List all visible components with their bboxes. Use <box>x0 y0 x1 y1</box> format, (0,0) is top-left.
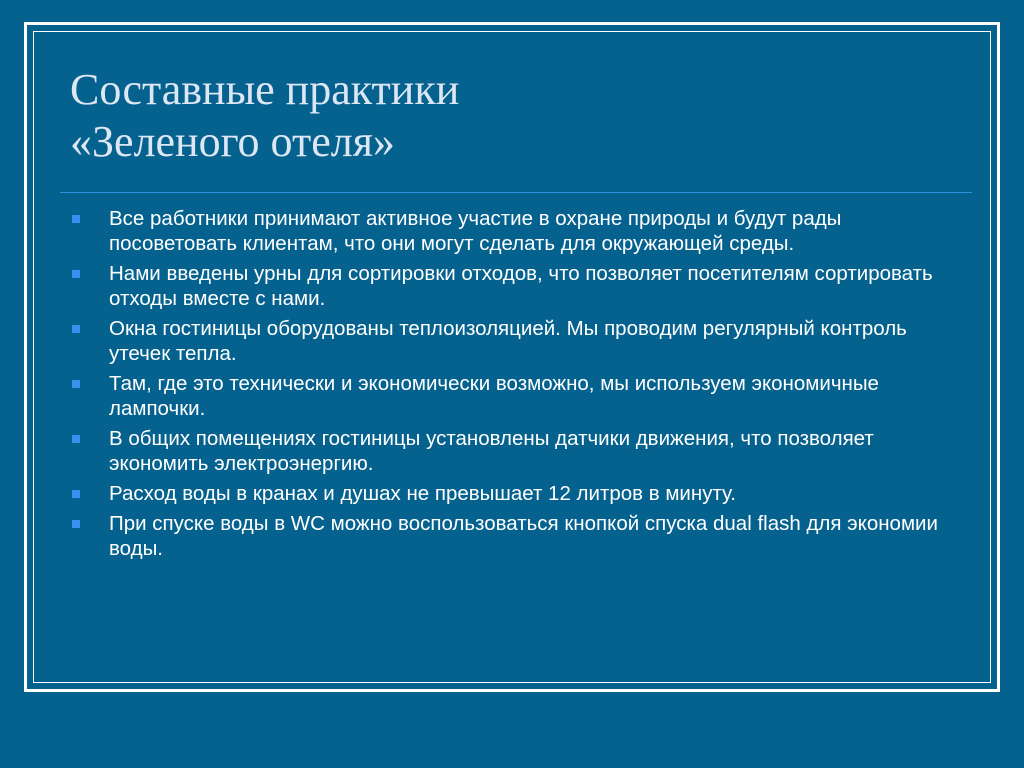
square-bullet-icon <box>72 490 80 498</box>
square-bullet-icon <box>72 380 80 388</box>
bullet-text: Нами введены урны для сортировки отходов, что позволяет посетителям сортировать отходы вместе с нами. <box>109 262 933 310</box>
bullet-text: В общих помещениях гостиницы установлены датчики движения, что позволяет экономить электроэнергию. <box>109 427 874 475</box>
square-bullet-icon <box>72 520 80 528</box>
bullet-item-motion-sensors <box>72 426 952 476</box>
square-bullet-icon <box>72 215 80 223</box>
title-divider <box>60 192 972 193</box>
slide-title <box>70 64 950 168</box>
bullet-text: Все работники принимают активное участие в охране природы и будут рады посоветовать клиентам, что они могут сделать для окружающей среды. <box>109 207 842 255</box>
bullet-item-lamps <box>72 371 952 421</box>
bullet-text: Окна гостиницы оборудованы теплоизоляцией. Мы проводим регулярный контроль утечек тепла. <box>109 317 907 365</box>
slide-title-line-2: «Зеленого отеля» <box>70 117 395 166</box>
bullet-list <box>72 206 952 566</box>
bullet-item-water-flow <box>72 481 952 506</box>
bullet-item-waste-sorting <box>72 261 952 311</box>
slide-title-line-1: Составные практики <box>70 65 460 114</box>
square-bullet-icon <box>72 435 80 443</box>
bullet-item-insulation <box>72 316 952 366</box>
bullet-text: Расход воды в кранах и душах не превышает 12 литров в минуту. <box>109 482 736 505</box>
square-bullet-icon <box>72 270 80 278</box>
square-bullet-icon <box>72 325 80 333</box>
bullet-text: При спуске воды в WC можно воспользоваться кнопкой спуска dual flash для экономии воды. <box>109 512 938 560</box>
bullet-item-dual-flash <box>72 511 952 561</box>
bullet-item-staff <box>72 206 952 256</box>
bullet-text: Там, где это технически и экономически возможно, мы используем экономичные лампочки. <box>109 372 879 420</box>
